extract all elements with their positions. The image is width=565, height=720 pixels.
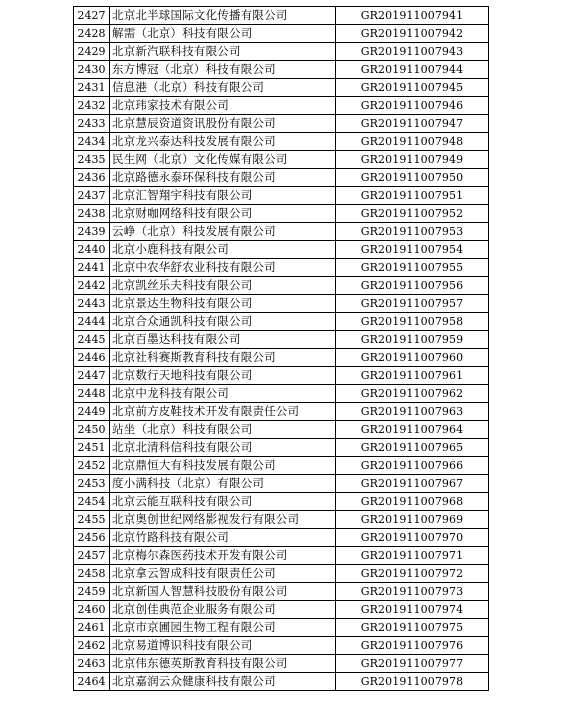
certificate-number: GR201911007942 bbox=[336, 25, 489, 43]
row-number: 2453 bbox=[74, 475, 110, 493]
company-name: 北京新汽联科技有限公司 bbox=[110, 43, 336, 61]
certificate-number: GR201911007948 bbox=[336, 133, 489, 151]
certificate-number: GR201911007958 bbox=[336, 313, 489, 331]
row-number: 2455 bbox=[74, 511, 110, 529]
certificate-number: GR201911007956 bbox=[336, 277, 489, 295]
table-row bbox=[74, 115, 489, 133]
table-row bbox=[74, 511, 489, 529]
row-number: 2433 bbox=[74, 115, 110, 133]
certificate-number: GR201911007975 bbox=[336, 619, 489, 637]
row-number: 2450 bbox=[74, 421, 110, 439]
certificate-number: GR201911007957 bbox=[336, 295, 489, 313]
row-number: 2457 bbox=[74, 547, 110, 565]
certificate-number: GR201911007954 bbox=[336, 241, 489, 259]
certificate-number: GR201911007955 bbox=[336, 259, 489, 277]
certificate-number: GR201911007953 bbox=[336, 223, 489, 241]
certificate-number: GR201911007944 bbox=[336, 61, 489, 79]
company-name: 北京景达生物科技有限公司 bbox=[110, 295, 336, 313]
table-row bbox=[74, 133, 489, 151]
company-name: 北京创佳典范企业服务有限公司 bbox=[110, 601, 336, 619]
row-number: 2442 bbox=[74, 277, 110, 295]
row-number: 2462 bbox=[74, 637, 110, 655]
table-row bbox=[74, 421, 489, 439]
table-row bbox=[74, 169, 489, 187]
table-row bbox=[74, 619, 489, 637]
table-row bbox=[74, 439, 489, 457]
row-number: 2431 bbox=[74, 79, 110, 97]
row-number: 2445 bbox=[74, 331, 110, 349]
row-number: 2428 bbox=[74, 25, 110, 43]
company-name: 北京市京圃园生物工程有限公司 bbox=[110, 619, 336, 637]
row-number: 2436 bbox=[74, 169, 110, 187]
company-name: 信息港（北京）科技有限公司 bbox=[110, 79, 336, 97]
row-number: 2430 bbox=[74, 61, 110, 79]
row-number: 2437 bbox=[74, 187, 110, 205]
table-row bbox=[74, 637, 489, 655]
company-name: 北京财咖网络科技有限公司 bbox=[110, 205, 336, 223]
row-number: 2429 bbox=[74, 43, 110, 61]
company-name: 北京鼎恒大有科技发展有限公司 bbox=[110, 457, 336, 475]
certificate-number: GR201911007963 bbox=[336, 403, 489, 421]
table-row bbox=[74, 25, 489, 43]
company-name: 北京凯丝乐夫科技有限公司 bbox=[110, 277, 336, 295]
table-row bbox=[74, 547, 489, 565]
certificate-number: GR201911007967 bbox=[336, 475, 489, 493]
row-number: 2439 bbox=[74, 223, 110, 241]
company-name: 北京梅尔森医药技术开发有限公司 bbox=[110, 547, 336, 565]
table-row bbox=[74, 475, 489, 493]
certificate-number: GR201911007974 bbox=[336, 601, 489, 619]
table-row bbox=[74, 295, 489, 313]
row-number: 2458 bbox=[74, 565, 110, 583]
table-row bbox=[74, 259, 489, 277]
certificate-number: GR201911007977 bbox=[336, 655, 489, 673]
table-row bbox=[74, 241, 489, 259]
certificate-number: GR201911007951 bbox=[336, 187, 489, 205]
certificate-number: GR201911007968 bbox=[336, 493, 489, 511]
company-name: 北京社科赛斯教育科技有限公司 bbox=[110, 349, 336, 367]
table-row bbox=[74, 583, 489, 601]
table-row bbox=[74, 367, 489, 385]
certificate-number: GR201911007971 bbox=[336, 547, 489, 565]
row-number: 2459 bbox=[74, 583, 110, 601]
company-name: 北京数行天地科技有限公司 bbox=[110, 367, 336, 385]
row-number: 2454 bbox=[74, 493, 110, 511]
table-row bbox=[74, 601, 489, 619]
company-name: 北京前方皮鞋技术开发有限责任公司 bbox=[110, 403, 336, 421]
company-name: 东方博冠（北京）科技有限公司 bbox=[110, 61, 336, 79]
row-number: 2434 bbox=[74, 133, 110, 151]
company-name: 北京拿云智成科技有限责任公司 bbox=[110, 565, 336, 583]
certificate-number: GR201911007962 bbox=[336, 385, 489, 403]
table-row bbox=[74, 385, 489, 403]
table-row bbox=[74, 349, 489, 367]
company-name: 民生网（北京）文化传媒有限公司 bbox=[110, 151, 336, 169]
table-body bbox=[74, 7, 489, 691]
certificate-number: GR201911007941 bbox=[336, 7, 489, 25]
company-name: 北京新国人智慧科技股份有限公司 bbox=[110, 583, 336, 601]
row-number: 2463 bbox=[74, 655, 110, 673]
table-row bbox=[74, 673, 489, 691]
row-number: 2444 bbox=[74, 313, 110, 331]
certificate-number: GR201911007946 bbox=[336, 97, 489, 115]
company-name: 北京龙兴泰达科技发展有限公司 bbox=[110, 133, 336, 151]
row-number: 2461 bbox=[74, 619, 110, 637]
certificate-number: GR201911007970 bbox=[336, 529, 489, 547]
table-row bbox=[74, 655, 489, 673]
row-number: 2443 bbox=[74, 295, 110, 313]
certificate-number: GR201911007945 bbox=[336, 79, 489, 97]
table-row bbox=[74, 79, 489, 97]
certificate-table bbox=[73, 6, 489, 691]
certificate-number: GR201911007952 bbox=[336, 205, 489, 223]
row-number: 2460 bbox=[74, 601, 110, 619]
table-row bbox=[74, 187, 489, 205]
table-row bbox=[74, 223, 489, 241]
table-row bbox=[74, 403, 489, 421]
table-row bbox=[74, 7, 489, 25]
certificate-number: GR201911007961 bbox=[336, 367, 489, 385]
company-name: 北京奥创世纪网络影视发行有限公司 bbox=[110, 511, 336, 529]
certificate-number: GR201911007947 bbox=[336, 115, 489, 133]
table-row bbox=[74, 313, 489, 331]
row-number: 2438 bbox=[74, 205, 110, 223]
table-row bbox=[74, 457, 489, 475]
row-number: 2449 bbox=[74, 403, 110, 421]
company-name: 北京百墨达科技有限公司 bbox=[110, 331, 336, 349]
company-name: 北京云能互联科技有限公司 bbox=[110, 493, 336, 511]
company-name: 北京玮家技术有限公司 bbox=[110, 97, 336, 115]
certificate-number: GR201911007964 bbox=[336, 421, 489, 439]
certificate-number: GR201911007949 bbox=[336, 151, 489, 169]
table-row bbox=[74, 331, 489, 349]
certificate-number: GR201911007976 bbox=[336, 637, 489, 655]
table-row bbox=[74, 97, 489, 115]
company-name: 北京易道博识科技有限公司 bbox=[110, 637, 336, 655]
certificate-number: GR201911007965 bbox=[336, 439, 489, 457]
company-name: 解需（北京）科技有限公司 bbox=[110, 25, 336, 43]
company-name: 北京小鹿科技有限公司 bbox=[110, 241, 336, 259]
row-number: 2441 bbox=[74, 259, 110, 277]
certificate-number: GR201911007966 bbox=[336, 457, 489, 475]
company-name: 北京北半球国际文化传播有限公司 bbox=[110, 7, 336, 25]
company-name: 度小满科技（北京）有限公司 bbox=[110, 475, 336, 493]
certificate-number: GR201911007972 bbox=[336, 565, 489, 583]
table-row bbox=[74, 493, 489, 511]
table-row bbox=[74, 565, 489, 583]
certificate-number: GR201911007969 bbox=[336, 511, 489, 529]
table-row bbox=[74, 43, 489, 61]
company-name: 北京汇智翔宇科技有限公司 bbox=[110, 187, 336, 205]
table-row bbox=[74, 277, 489, 295]
certificate-number: GR201911007960 bbox=[336, 349, 489, 367]
row-number: 2440 bbox=[74, 241, 110, 259]
row-number: 2448 bbox=[74, 385, 110, 403]
row-number: 2447 bbox=[74, 367, 110, 385]
row-number: 2427 bbox=[74, 7, 110, 25]
company-name: 北京慧辰资道资讯股份有限公司 bbox=[110, 115, 336, 133]
row-number: 2446 bbox=[74, 349, 110, 367]
row-number: 2464 bbox=[74, 673, 110, 691]
company-name: 站坐（北京）科技有限公司 bbox=[110, 421, 336, 439]
company-name: 北京伟东德英斯教育科技有限公司 bbox=[110, 655, 336, 673]
table-row bbox=[74, 529, 489, 547]
certificate-number: GR201911007973 bbox=[336, 583, 489, 601]
company-name: 北京竹路科技有限公司 bbox=[110, 529, 336, 547]
certificate-number: GR201911007959 bbox=[336, 331, 489, 349]
certificate-number: GR201911007943 bbox=[336, 43, 489, 61]
company-name: 北京合众通凯科技有限公司 bbox=[110, 313, 336, 331]
row-number: 2452 bbox=[74, 457, 110, 475]
company-name: 北京路德永泰环保科技有限公司 bbox=[110, 169, 336, 187]
certificate-number: GR201911007950 bbox=[336, 169, 489, 187]
company-name: 北京嘉润云众健康科技有限公司 bbox=[110, 673, 336, 691]
company-name: 云峥（北京）科技发展有限公司 bbox=[110, 223, 336, 241]
row-number: 2451 bbox=[74, 439, 110, 457]
certificate-number: GR201911007978 bbox=[336, 673, 489, 691]
row-number: 2456 bbox=[74, 529, 110, 547]
company-name: 北京北清科信科技有限公司 bbox=[110, 439, 336, 457]
row-number: 2432 bbox=[74, 97, 110, 115]
table-row bbox=[74, 151, 489, 169]
company-name: 北京中龙科技有限公司 bbox=[110, 385, 336, 403]
company-name: 北京中农华舒农业科技有限公司 bbox=[110, 259, 336, 277]
table-row bbox=[74, 61, 489, 79]
row-number: 2435 bbox=[74, 151, 110, 169]
table-row bbox=[74, 205, 489, 223]
